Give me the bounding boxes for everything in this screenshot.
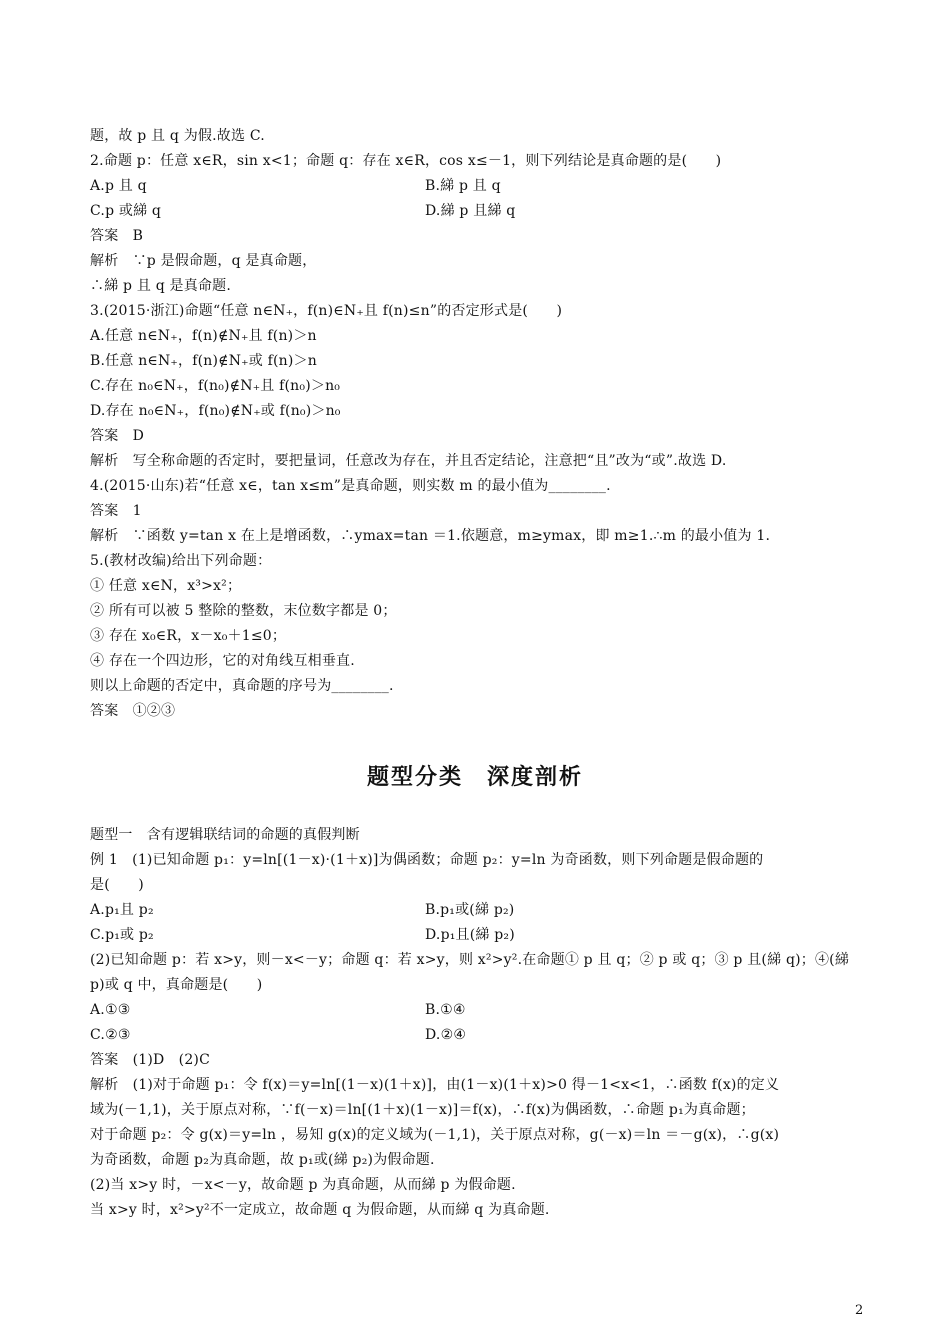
text-line: B.任意 n∈N₊，f(n)∉N₊或 f(n)＞n (90, 353, 317, 369)
text-line: 为奇函数，命题 p₂为真命题，故 p₁或(綈 p₂)为假命题. (90, 1152, 435, 1168)
text-line: (2)当 x>y 时，－x<－y，故命题 p 为真命题，从而綈 p 为假命题. (90, 1177, 516, 1193)
text-line: 当 x>y 时，x²>y²不一定成立，故命题 q 为假命题，从而綈 q 为真命题. (90, 1202, 550, 1218)
text-line: 对于命题 p₂：令 g(x)＝y=ln ，易知 g(x)的定义域为(－1,1)，关于原点对称，g(－x)＝ln ＝－g(x)，∴g(x) (90, 1127, 780, 1143)
text-line: C.存在 n₀∈N₊，f(n₀)∉N₊且 f(n₀)＞n₀ (90, 378, 341, 394)
text-line: 例 1 (1)已知命题 p₁：y=ln[(1－x)·(1＋x)]为偶函数；命题 p₂：y=ln 为奇函数，则下列命题是假命题的 (90, 852, 764, 868)
text-line: 2.命题 p：任意 x∈R，sin x<1；命题 q：存在 x∈R，cos x≤－1，则下列结论是真命题的是( ) (90, 153, 722, 169)
page-number: 2 (855, 1303, 864, 1318)
text-line: 则以上命题的否定中，真命题的序号为________. (90, 678, 394, 694)
text-line: 4.(2015·山东)若“任意 x∈，tan x≤m”是真命题，则实数 m 的最小值为________. (90, 478, 611, 494)
text-line: p)或 q 中，真命题是( ) (90, 977, 263, 993)
text-line: 解析 写全称命题的否定时，要把量词，任意改为存在，并且否定结论，注意把“且”改为“或”.故选 D. (90, 453, 727, 469)
text-line: A.①③ (90, 1002, 131, 1018)
text-line: 解析 ∵函数 y=tan x 在上是增函数，∴ymax=tan ＝1.依题意，m≥ymax，即 m≥1.∴m 的最小值为 1. (90, 528, 771, 544)
option-right: B.綈 p 且 q (425, 178, 501, 194)
text-line: A.任意 n∈N₊，f(n)∉N₊且 f(n)＞n (90, 328, 317, 344)
option-right: B.①④ (425, 1002, 466, 1018)
text-line: 域为(－1,1)，关于原点对称，∵f(－x)＝ln[(1＋x)(1－x)]＝f(x)，∴f(x)为偶函数，∴命题 p₁为真命题； (90, 1102, 755, 1118)
text-line: 题，故 p 且 q 为假.故选 C. (90, 128, 265, 144)
text-line: C.p₁或 p₂ (90, 927, 154, 943)
option-right: D.p₁且(綈 p₂) (425, 927, 515, 943)
text-line: C.p 或綈 q (90, 203, 162, 219)
text-line: ① 任意 x∈N，x³>x²； (90, 578, 242, 594)
option-right: D.②④ (425, 1027, 467, 1043)
text-line: 答案 (1)D (2)C (90, 1052, 210, 1068)
text-line: 答案 D (90, 428, 145, 444)
option-right: B.p₁或(綈 p₂) (425, 902, 515, 918)
text-line: D.存在 n₀∈N₊，f(n₀)∉N₊或 f(n₀)＞n₀ (90, 403, 341, 419)
text-line: ④ 存在一个四边形，它的对角线互相垂直. (90, 653, 355, 669)
text-line: C.②③ (90, 1027, 131, 1043)
text-line: ③ 存在 x₀∈R，x－x₀＋1≤0； (90, 628, 287, 644)
text-line: 解析 ∵p 是假命题，q 是真命题， (90, 253, 317, 269)
text-line: 解析 (1)对于命题 p₁：令 f(x)＝y=ln[(1－x)(1＋x)]，由(1－x)(1＋x)>0 得－1<x<1，∴函数 f(x)的定义 (90, 1077, 780, 1093)
text-line: (2)已知命题 p：若 x>y，则－x<－y；命题 q：若 x>y，则 x²>y².在命题① p 且 q；② p 或 q；③ p 且(綈 q)；④(綈 (90, 952, 850, 968)
text-line: 3.(2015·浙江)命题“任意 n∈N₊，f(n)∈N₊且 f(n)≤n”的否定形式是( ) (90, 303, 563, 319)
text-line: 答案 1 (90, 503, 142, 519)
text-line: A.p₁且 p₂ (90, 902, 154, 918)
text-line: 是( ) (90, 877, 144, 893)
text-line: A.p 且 q (90, 178, 147, 194)
text-line: ∴綈 p 且 q 是真命题. (90, 278, 231, 294)
section-heading: 题型分类 深度剖析 (366, 765, 583, 790)
text-line: 答案 B (90, 228, 144, 244)
text-line: 题型一 含有逻辑联结词的命题的真假判断 (90, 827, 360, 843)
option-right: D.綈 p 且綈 q (425, 203, 516, 219)
text-line: ② 所有可以被 5 整除的整数，末位数字都是 0； (90, 603, 397, 619)
text-line: 5.(教材改编)给出下列命题： (90, 553, 272, 569)
text-line: 答案 ①②③ (90, 703, 176, 719)
